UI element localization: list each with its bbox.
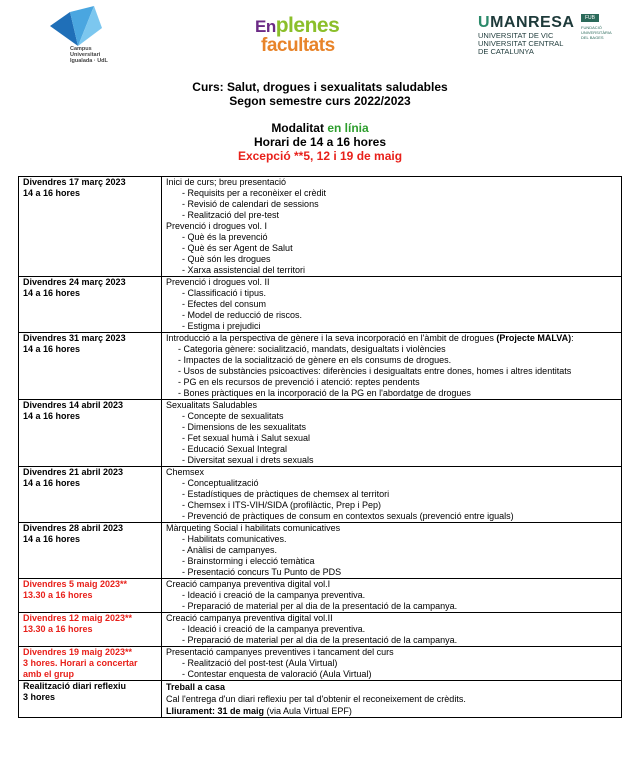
session-content-cell — [162, 523, 622, 579]
session-date-cell — [19, 177, 162, 277]
session-subtopic: - Impactes de la socialització de gènere en els consums de drogues. — [178, 355, 452, 365]
session-subtopic: - Conceptualització — [182, 478, 259, 488]
session-subtopic: - Què és ser Agent de Salut — [182, 243, 293, 253]
session-subtopic: - PG en els recursos de prevenció i atenció: reptes pendents — [178, 377, 420, 387]
session-topic: Prevenció i drogues vol. II — [166, 277, 270, 287]
session-time: 13.30 a 16 hores — [23, 624, 93, 634]
course-title: Curs: Salut, drogues i sexualitats saludables — [192, 80, 448, 94]
session-subtopic: - Habilitats comunicatives. — [182, 534, 287, 544]
reflective-diary-label-cell — [19, 681, 162, 718]
session-subtopic: - Contestar enquesta de valoració (Aula Virtual) — [182, 669, 372, 679]
session-subtopic: - Categoria gènere: socialització, mandats, desigualtats i violències — [178, 344, 446, 354]
session-subtopic: - Fet sexual humà i Salut sexual — [182, 433, 311, 443]
session-topic: Inici de curs; breu presentació — [166, 177, 287, 187]
campus-logo-text: Campus Universitari Igualada · UdL — [70, 46, 108, 64]
session-date-cell — [19, 400, 162, 467]
session-time: 14 a 16 hores — [23, 344, 81, 354]
session-content-cell — [162, 400, 622, 467]
session-time: 13.30 a 16 hores — [23, 590, 93, 600]
session-subtopic: - Ideació i creació de la campanya preventiva. — [182, 624, 366, 634]
session-subtopic: - Chemsex i ITS-VIH/SIDA (profilàctic, Prep i Pep) — [182, 500, 382, 510]
session-topic: Creació campanya preventiva digital vol.II — [166, 613, 333, 623]
semester-title: Segon semestre curs 2022/2023 — [229, 94, 411, 108]
session-time: 14 a 16 hores — [23, 411, 81, 421]
session-date: Divendres 28 abril 2023 — [23, 523, 124, 533]
session-subtopic: - Efectes del consum — [182, 299, 267, 309]
reflective-diary-hours: 3 hores — [23, 692, 56, 702]
session-topic: Sexualitats Saludables — [166, 400, 258, 410]
session-date: Divendres 12 maig 2023** — [23, 613, 133, 623]
session-topic: Prevenció i drogues vol. I — [166, 221, 268, 231]
session-topic: Creació campanya preventiva digital vol.I — [166, 579, 331, 589]
session-date-cell — [19, 277, 162, 333]
schedule-table — [18, 176, 622, 718]
session-row — [19, 613, 622, 647]
session-date-cell — [19, 613, 162, 647]
session-subtopic: - Classificació i tipus. — [182, 288, 267, 298]
homework-description: Cal l'entrega d'un diari reflexiu per tal d'obtenir el reconeixement de crèdits. — [166, 694, 466, 704]
session-date: Divendres 19 maig 2023** — [23, 647, 133, 657]
session-row — [19, 647, 622, 681]
session-content-cell — [162, 177, 622, 277]
session-subtopic: - Xarxa assistencial del territori — [182, 265, 306, 275]
session-subtopic: - Usos de substàncies psicoactives: diferències i desigualtats entre dones, homes i altres identitats — [178, 366, 572, 376]
session-subtopic: - Anàlisi de campanyes. — [182, 545, 278, 555]
umanresa-logo: UMANRESA UNIVERSITAT DE VIC UNIVERSITAT CENTRAL DE CATALUNYA FUB FUNDACIÓ UNIVERSITÀRIA DEL BAGES — [478, 14, 612, 56]
session-date: Divendres 5 maig 2023** — [23, 579, 128, 589]
session-content-cell — [162, 333, 622, 400]
session-row — [19, 277, 622, 333]
session-subtopic: - Bones pràctiques en la incorporació de la PG en l'abordatge de drogues — [178, 388, 471, 398]
session-content-cell — [162, 467, 622, 523]
modality-value: en línia — [327, 121, 369, 135]
exception-line: Excepció **5, 12 i 19 de maig — [237, 149, 403, 163]
reflective-diary-title: Realització diari reflexiu — [23, 681, 127, 691]
session-topic: Presentació campanyes preventives i tancament del curs — [166, 647, 394, 657]
session-date-cell — [19, 523, 162, 579]
session-time: 14 a 16 hores — [23, 478, 81, 488]
session-subtopic: - Revisió de calendari de sessions — [182, 199, 319, 209]
session-subtopic: - Presentació concurs Tu Punto de PDS — [182, 567, 342, 577]
session-subtopic: - Educació Sexual Integral — [182, 444, 288, 454]
session-subtopic: - Diversitat sexual i drets sexuals — [182, 455, 314, 465]
session-time: 14 a 16 hores — [23, 288, 81, 298]
session-time-note: amb el grup — [23, 669, 75, 679]
session-subtopic: - Què és la prevenció — [182, 232, 268, 242]
session-content-cell — [162, 647, 622, 681]
session-date: Divendres 21 abril 2023 — [23, 467, 124, 477]
session-time: 14 a 16 hores — [23, 188, 81, 198]
session-subtopic: - Estigma i prejudici — [182, 321, 261, 331]
reflective-diary-row — [19, 681, 622, 718]
delivery-date: Lliurament: 31 de maig — [166, 706, 265, 716]
session-topic: Màrqueting Social i habilitats comunicatives — [166, 523, 341, 533]
campus-logo-mark-icon — [48, 6, 108, 48]
schedule-line: Horari de 14 a 16 hores — [253, 135, 387, 149]
session-row — [19, 177, 622, 277]
reflective-diary-content-cell — [162, 681, 622, 718]
session-subtopic: - Brainstorming i elecció temàtica — [182, 556, 315, 566]
session-subtopic: - Prevenció de pràctiques de consum en contextos sexuals (prevenció entre iguals) — [182, 511, 514, 521]
homework-heading: Treball a casa — [166, 682, 226, 692]
session-subtopic: - Què són les drogues — [182, 254, 271, 264]
session-row — [19, 467, 622, 523]
session-row — [19, 523, 622, 579]
session-subtopic: - Model de reducció de riscos. — [182, 310, 303, 320]
session-row — [19, 333, 622, 400]
session-content-cell — [162, 579, 622, 613]
session-date: Divendres 24 març 2023 — [23, 277, 126, 287]
session-row — [19, 400, 622, 467]
session-date: Divendres 31 març 2023 — [23, 333, 126, 343]
session-date-cell — [19, 647, 162, 681]
session-subtopic: - Requisits per a reconèixer el crèdit — [182, 188, 327, 198]
session-date-cell — [19, 333, 162, 400]
session-subtopic: - Estadístiques de pràctiques de chemsex al territori — [182, 489, 390, 499]
session-subtopic: - Concepte de sexualitats — [182, 411, 284, 421]
fub-badge: FUB — [581, 14, 599, 22]
session-subtopic: - Preparació de material per al dia de la presentació de la campanya. — [182, 601, 458, 611]
session-topic: Introducció a la perspectiva de gènere i la seva incorporació en l'àmbit de drogues (Projecte MALVA): — [166, 333, 574, 343]
session-date-cell — [19, 467, 162, 523]
session-time: 14 a 16 hores — [23, 534, 81, 544]
session-time: 3 hores. Horari a concertar — [23, 658, 138, 668]
session-topic: Chemsex — [166, 467, 205, 477]
session-subtopic: - Realització del pre-test — [182, 210, 280, 220]
en-plenes-facultats-logo: Enplenes facultats — [255, 14, 340, 56]
session-date-cell — [19, 579, 162, 613]
delivery-line: Lliurament: 31 de maig (via Aula Virtual EPF) — [166, 706, 352, 716]
project-name: (Projecte MALVA) — [496, 333, 572, 343]
session-subtopic: - Realització del post-test (Aula Virtual) — [182, 658, 338, 668]
session-subtopic: - Preparació de material per al dia de la presentació de la campanya. — [182, 635, 458, 645]
session-content-cell — [162, 277, 622, 333]
session-content-cell — [162, 613, 622, 647]
modality-line: Modalitat en línia — [271, 121, 369, 135]
session-date: Divendres 14 abril 2023 — [23, 400, 124, 410]
session-subtopic: - Ideació i creació de la campanya preventiva. — [182, 590, 366, 600]
session-subtopic: - Dimensions de les sexualitats — [182, 422, 307, 432]
session-date: Divendres 17 març 2023 — [23, 177, 126, 187]
campus-igualada-logo — [40, 6, 120, 64]
session-row — [19, 579, 622, 613]
